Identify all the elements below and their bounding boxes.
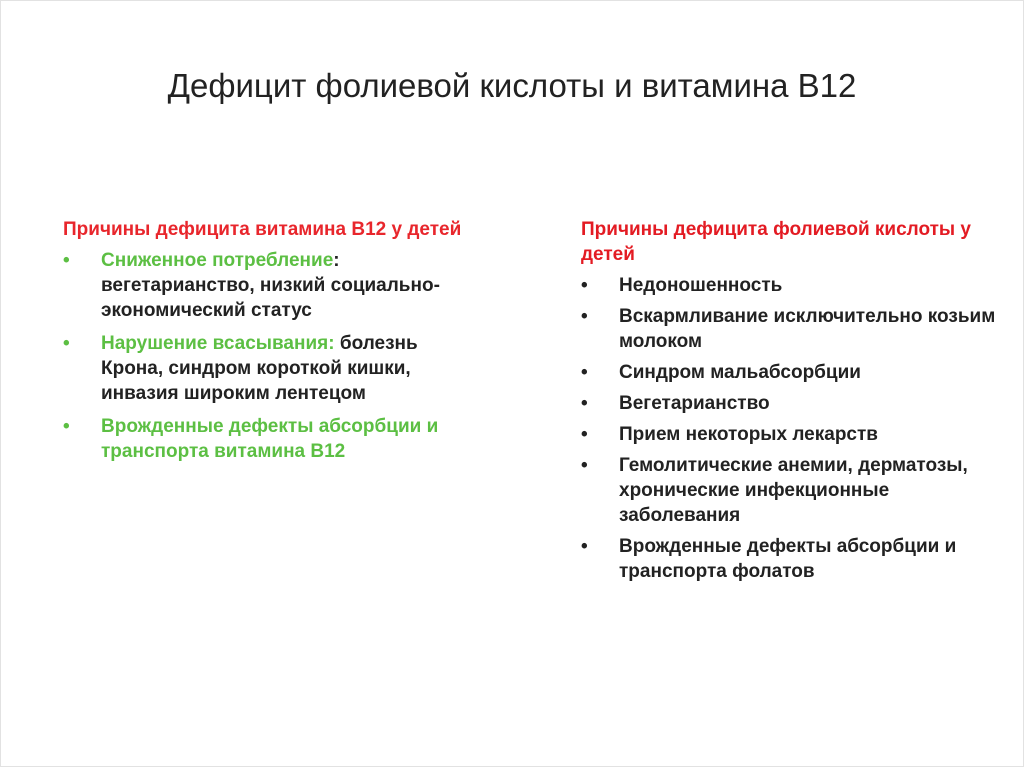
bullet-icon: • [581, 306, 588, 327]
list-item [63, 414, 483, 464]
item-text: Гемолитические анемии, дерматозы, хронические инфекционные заболевания [619, 455, 968, 526]
item-text: Врожденные дефекты абсорбции и транспорта фолатов [619, 536, 957, 582]
list-item [581, 422, 1001, 447]
bullet-icon: • [63, 250, 70, 271]
left-column [63, 217, 483, 472]
slide-title: Дефицит фолиевой кислоты и витамина В12 [167, 67, 857, 104]
item-highlight: Сниженное потребление [101, 250, 334, 271]
bullet-icon: • [581, 362, 588, 383]
bullet-icon: • [581, 536, 588, 557]
item-text: Вскармливание исключительно козьим молоком [619, 306, 996, 352]
list-item [63, 331, 483, 406]
item-text: Вегетарианство [619, 393, 770, 414]
bullet-icon: • [581, 424, 588, 445]
right-heading: Причины дефицита фолиевой кислоты у детей [581, 219, 971, 265]
list-item [581, 391, 1001, 416]
list-item [63, 248, 483, 323]
list-item [581, 304, 1001, 354]
left-heading: Причины дефицита витамина В12 у детей [63, 219, 462, 240]
item-highlight: Нарушение всасывания: [101, 333, 335, 354]
list-item [581, 360, 1001, 385]
list-item [581, 273, 1001, 298]
list-item [581, 453, 1001, 528]
bullet-icon: • [63, 333, 70, 354]
item-highlight: Врожденные дефекты абсорбции и транспорта витамина В12 [101, 416, 439, 462]
list-item [581, 534, 1001, 584]
item-text: болезнь Крона, синдром короткой кишки, инвазия широким лентецом [101, 333, 418, 404]
left-list [63, 248, 483, 464]
item-text: : вегетарианство, низкий социально-экономический статус [101, 250, 440, 321]
item-text: Синдром мальабсорбции [619, 362, 861, 383]
bullet-icon: • [63, 416, 70, 437]
bullet-icon: • [581, 275, 588, 296]
right-column [581, 217, 1001, 590]
bullet-icon: • [581, 393, 588, 414]
right-list [581, 273, 1001, 584]
item-text: Недоношенность [619, 275, 783, 296]
item-text: Прием некоторых лекарств [619, 424, 878, 445]
bullet-icon: • [581, 455, 588, 476]
